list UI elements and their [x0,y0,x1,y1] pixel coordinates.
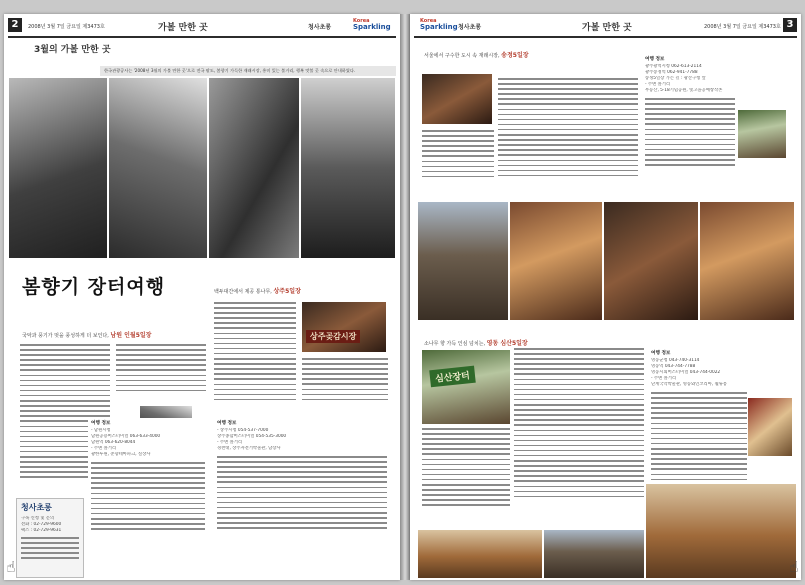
page-number: 2 [8,18,22,32]
market1-heading: 국악과 풍기가 멋을 풍성하게 더 보인다, 남원 인월5일장 [22,332,152,339]
market-photo-1 [9,78,107,258]
info-item: - 남원시청 [91,428,111,433]
info-box-title: 여행 정보 [645,57,665,62]
paper-name: 청사초롱 [458,24,482,31]
subscription-line: 팩스 : 02-729-9631 [21,528,62,533]
info-item: - 주변 볼거리 [645,82,671,87]
info-item: - 주변 볼거리 [651,376,677,381]
info-item: 광주송정역 062-941-7788 [645,70,698,75]
info-body-lines [217,456,387,546]
info-photo [748,398,792,456]
market2-info-box [214,418,390,574]
market1-info-box [88,418,208,574]
market3-heading: 서울에서 구수한 도시 속 재래시장, 송정5일장 [424,52,529,59]
subscription-lines [21,537,79,567]
info-item: 영동역 043-744-7788 [651,364,696,369]
info-item: 무등산, 5·18기념공원, 빛고을공예창작촌 [645,88,723,93]
info-item: 광주광역시청 062-613-2114 [645,64,702,69]
book-gutter [400,14,410,580]
korea-sparkling-logo: Korea Sparkling [353,18,391,31]
simsan-sign: 심산장터 [429,366,475,388]
market4-heading: 소나무 향 가득 인심 넘치는, 영동 심산5일장 [424,340,528,347]
subscription-title: 청사초롱 [21,503,52,512]
issue-date: 2008년 3월 7일 금요일 제3473호 [28,24,105,30]
info-item: 광한루원, 춘향테마파크, 실상사 [91,452,151,457]
goods-photo [604,202,698,320]
market-photo-2 [109,78,207,258]
fish-vendor-photo [700,202,794,320]
info-item: 상주종합버스터미널 054-535-3000 [217,434,287,439]
info-item: 경천대, 상주자전거박물관, 남장사 [217,446,281,451]
info-item: 송정5일장 가는 길 : 광산구청 앞 [645,76,706,81]
info-item: - 상주시청 054-537-7000 [217,428,269,433]
market2-body [214,302,296,412]
info-item: 남원역 063-620-8044 [91,440,136,445]
simsan-sign-photo [422,350,510,424]
info-box-title: 여행 정보 [91,421,111,426]
subscription-box [16,498,84,578]
market1-body-2 [116,344,206,404]
info-photo [738,110,786,158]
sangju-sign: 상주곶감시장 [306,330,360,343]
performance-photo [418,530,542,578]
right-page-header [414,18,797,38]
market-street-photo [418,202,508,320]
info-item: 영동시외버스터미널 043-744-0022 [651,370,721,375]
info-item: 난계국악박물관, 영동와인코리아, 월류봉 [651,382,728,387]
page-number: 3 [783,18,797,32]
market-photo-4 [301,78,395,258]
section-tag: 3월의 가볼 만한 곳 [34,45,111,55]
paper-name: 청사초롱 [308,24,332,31]
left-page [4,14,400,580]
subscription-line: 전화 : 02-729-9600 [21,522,62,527]
info-box-title: 여행 정보 [217,421,237,426]
main-title: 봄향기 장터여행 [22,276,166,298]
hand-pointer-icon[interactable]: ☝ [789,558,799,576]
section-banner: 한국관광공사는 '2008년 3월의 가볼 만한 곳'으로 전국 팔도, 봄향기 가득한 재래시장, 흥미 있는 볼거리, 행복 맛볼 곳 속으로 안내하였다. [100,66,396,76]
grain-market-photo [646,484,796,578]
right-page [410,14,801,580]
food-photo [422,74,492,124]
hand-pointer-icon[interactable]: ☝ [6,558,16,576]
market2-body-2 [302,358,388,412]
info-item: 영동군청 043-740-3114 [651,358,700,363]
pavilion-photo [544,530,644,578]
market2-heading: 백두대간에서 제공 통나무, 상주5일장 [214,288,301,295]
info-body-lines [645,98,735,184]
korea-sparkling-logo: Korea Sparkling [420,18,458,31]
section-title: 가볼 만한 곳 [158,23,208,33]
section-title: 가볼 만한 곳 [582,23,632,33]
market3-body-2 [422,130,494,188]
issue-date: 2008년 3월 7일 금요일 제3473호 [704,24,781,30]
left-page-header [8,18,396,38]
sangju-market-sign-photo [302,302,386,352]
antique-stall-photo [510,202,602,320]
market4-body [514,348,644,528]
info-item: - 주변 볼거리 [217,440,243,445]
info-body-lines [91,462,205,542]
subscription-line: 구독 신청 및 문의 [21,516,55,521]
info-box-title: 여행 정보 [651,351,671,356]
market3-body [498,78,638,188]
market4-body-2 [422,428,510,528]
info-item: - 주변 볼거리 [91,446,117,451]
info-item: 남원공용버스터미널 063-633-4000 [91,434,161,439]
market-photo-3 [209,78,299,258]
market3-info-box [642,54,792,214]
